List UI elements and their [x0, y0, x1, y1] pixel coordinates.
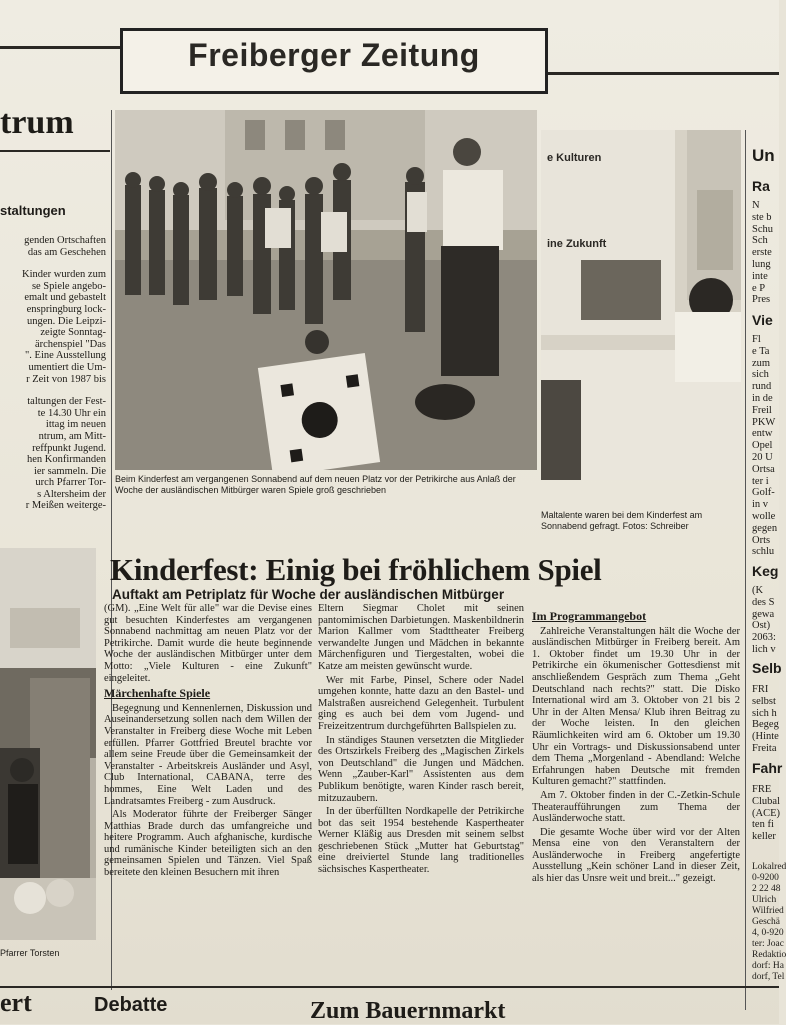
left-column-line: ". Eine Ausstellung [25, 350, 106, 362]
left-column-line: zeigte Sonntag- [40, 327, 106, 339]
right-b-line: Freil [752, 404, 772, 416]
right-f-line: dorf: Ha [752, 961, 784, 971]
right-c-line: 2063: [752, 632, 776, 644]
right-head-ra: Ra [752, 178, 770, 194]
masthead-box [120, 28, 548, 94]
right-b-line: wolle [752, 510, 776, 522]
right-e-line: (ACE) [752, 807, 780, 819]
right-f-line: Wilfried [752, 906, 784, 916]
right-c-line: des S [752, 596, 775, 608]
left-photo-caption: Pfarrer Torsten [0, 948, 60, 958]
right-a-line: Schu [752, 223, 773, 235]
left-column-line: se Spiele angebo- [31, 280, 106, 292]
left-column-line: umentiert die Um- [28, 361, 106, 373]
right-e-line: Clubal [752, 795, 780, 807]
left-column-line [0, 385, 106, 396]
right-b-line: PKW [752, 416, 776, 428]
masthead-title: Freiberger Zeitung [188, 37, 480, 73]
right-b-line: Golf- [752, 487, 775, 499]
right-a-line: Sch [752, 235, 768, 247]
left-bottom-fragment: ert [0, 988, 32, 1017]
right-d-line: selbst [752, 695, 776, 707]
right-f-line: 4, 0-920 [752, 928, 784, 938]
main-photo-caption: Beim Kinderfest am vergangenen Sonnabend auf dem neuen Platz vor der Petrikirche aus Anlaß der Woche der ausländischen Mitbürger waren Spiele groß geschrieben [115, 474, 516, 495]
left-column-line: ungen. Die Leipzi- [26, 315, 106, 327]
right-b-line: Ortsa [752, 463, 775, 475]
side-photo-image [541, 130, 741, 480]
bottom-rule [0, 986, 779, 988]
left-column-line: r Meißen weiterge- [25, 500, 106, 512]
right-b-line: e Ta [752, 345, 770, 357]
right-c-line: Ost) [752, 620, 771, 632]
right-c-line: (K [752, 585, 764, 596]
left-heading-fragment: trum [0, 104, 74, 141]
right-f-line: ter: Joac [752, 939, 784, 949]
right-lines-e [752, 784, 779, 843]
top-rule-right [548, 72, 779, 75]
left-column-line: urch Pfarrer Tor- [35, 477, 106, 489]
main-photo-image [115, 110, 537, 470]
article-col3-p2: Am 7. Oktober finden in der C.-Zetkin-Schule Theateraufführungen zum Thema der Ausländerwoche statt. [532, 789, 740, 825]
right-head-fahr: Fahr [752, 760, 783, 776]
side-photo [541, 130, 741, 480]
left-column-line: genden Ortschaften [24, 235, 106, 246]
right-b-line: ter i [752, 475, 769, 487]
right-c-line: gewa [752, 608, 775, 620]
right-d-line: Begeg [752, 719, 779, 731]
right-lines-a [752, 200, 779, 306]
right-d-line: sich h [752, 707, 777, 719]
right-b-line: zum [752, 357, 771, 369]
side-photo-sign-line-1: e Kulturen [547, 152, 602, 164]
right-f-line: Ulrich [752, 895, 777, 905]
top-rule-left [0, 46, 120, 49]
left-column-line: r Zeit von 1987 bis [26, 373, 106, 385]
right-b-line: gegen [752, 522, 778, 534]
article-col1-p1: (GM). „Eine Welt für alle" war die Devise eines gut besuchten Kinderfestes am vergangenen Sonnabend nachmittag am neuen Platz vor der Petrikirche. Damit wurde die heute beginnende Woche der ausländischen Mitbürger unter dem Motto: „Viele Kulturen - eine Zukunft" eingeleitet. [104, 603, 312, 684]
right-b-line: entw [752, 428, 773, 440]
article-col2-p1: Eltern Siegmar Cholet mit seinen pantomimischen Darbietungen. Maskenbildnerin Marion Kallmer vom Stadttheater Freiberg verwandelte Jungen und Mädchen in bekannte Märchenfiguren und Tiergestalten, wobei die Katze am meisten gewünscht wurde. [318, 603, 524, 672]
right-head-selb: Selb [752, 660, 782, 676]
left-column-line: enspringburg lock- [26, 303, 106, 315]
article-column-2 [318, 603, 524, 987]
right-d-line: FRI [752, 684, 769, 695]
right-c-line: lich v [752, 643, 776, 655]
right-a-line: Pres [752, 294, 771, 306]
right-lines-b [752, 334, 779, 558]
right-a-line: lung [752, 258, 771, 270]
right-lines-c [752, 585, 779, 656]
article-column-3 [532, 611, 740, 987]
left-column-line: reffpunkt Jugend. [32, 442, 106, 454]
article-subheadline: Auftakt am Petriplatz für Woche der ausländischen Mitbürger [112, 587, 505, 602]
right-d-line: Freita [752, 742, 777, 754]
right-f-line: Geschä [752, 917, 780, 927]
article-headline: Kinderfest: Einig bei fröhlichem Spiel [110, 552, 602, 587]
left-column-line: s Altersheim der [37, 488, 106, 500]
right-e-line: FRE [752, 784, 772, 795]
left-column-line: ittag im neuen [45, 419, 106, 431]
main-photo [115, 110, 537, 470]
right-b-line: schlu [752, 546, 775, 558]
right-f-line: 0-9200 [752, 873, 779, 883]
right-e-line: keller [752, 831, 776, 843]
right-a-line: ste b [752, 211, 772, 223]
side-photo-caption: Maltalente waren bei dem Kinderfest am Sonnabend gefragt. Fotos: Schreiber [541, 510, 703, 531]
bottom-left-heading: Debatte [94, 994, 168, 1016]
left-subheading-fragment: staltungen [0, 203, 66, 218]
left-column-line: emalt und gebastelt [24, 292, 106, 304]
right-head-un: Un [752, 146, 775, 165]
right-e-line: ten fi [752, 819, 774, 831]
right-b-line: Opel [752, 440, 773, 452]
article-col1-p2: Begegnung und Kennenlernen, Diskussion und Auseinandersetzung sollen nach dem Willen der Veranstalter in Freiberg diese Woche mit Leben erfüllen. Pfarrer Gottfried Breutel brachte vor allem seine Freude über die Gemeinsamkeit der Veranstalter - Arbeitskreis Ausländer und Asyl, Club International, CABANA, terre des hommes, Eine Welt Laden und des Landratsamtes Freiberg - zum Ausdruck. [104, 702, 312, 807]
article-col2-p4: In der überfüllten Nordkapelle der Petrikirche bot das seit 1954 bestehende Kaspertheater Werner Kläßig aus Dresden mit seinem selbst geschriebenen Stück „Mutter hat Geburtstag" eine dreiviertel Stunde lang traditionelles sächsisches Kaspertheater. [318, 806, 524, 876]
right-b-line: Fl [752, 334, 761, 345]
right-b-line: sich [752, 369, 769, 381]
article-col2-p3: In ständiges Staunen versetzten die Mitglieder des Ortszirkels Freiberg des „Magischen Zirkels von Deutschland" die Jungen und Mädchen. Wenn „Zauber-Karl" Assistenten aus dem Publikum benötigte, waren Kinder rasch bereit, mitzuzaubern. [318, 734, 524, 804]
right-b-line: in de [752, 392, 773, 404]
right-a-line: N [752, 200, 760, 211]
right-lines-d [752, 684, 779, 755]
right-lines-f [752, 862, 786, 983]
right-a-line: erste [752, 247, 772, 259]
article-column-1 [104, 603, 312, 987]
right-f-line: Lokalred [752, 862, 786, 872]
left-column-line: taltungen der Fest- [27, 396, 106, 408]
right-head-keg: Keg [752, 563, 779, 579]
col-rule-right [745, 130, 746, 1010]
left-column-line: ntrum, am Mitt- [38, 430, 106, 442]
right-head-vie: Vie [752, 312, 773, 328]
side-photo-sign-line-2: ine Zukunft [547, 238, 607, 250]
right-b-line: Orts [752, 534, 771, 546]
left-column-rule [0, 150, 110, 152]
right-d-line: (Hinte [752, 731, 779, 743]
article-col3-p1: Zahlreiche Veranstaltungen hält die Woche der ausländischen Mitbürger in Freiberg bereit. Am 1. Oktober findet um 19.30 Uhr in der Petrikirche ein ökumenischer Gottesdienst mit anschließendem Gespräch zum Thema „Geht Deutschland nach rechts?" statt. Die Disko International wird am 3. Oktober von 21 bis 2 Uhr in der Alten Mensa/ Klub ihren Beitrag zu der Woche leisten. In den gleichen Räumlichkeiten wird am 6. Oktober um 19.30 Uhr ein Vortrags- und Diskussionsabend unter dem Thema „Morgenland - Abendland: Welche Erfahrungen haben Deutsche mit fremden Kulturen gemacht?" stattfinden. [532, 625, 740, 788]
left-column-text [0, 235, 106, 512]
article-col2-p2: Wer mit Farbe, Pinsel, Schere oder Nadel umgehen konnte, hatte dazu an den Bastel- und Malstraßen ausreichend Gelegenheit. Turbulent ging es auch bei dem vom Jugend- und Freizeitzentrum durchgeführten Ballspielen zu. [318, 674, 524, 732]
right-b-line: rund [752, 381, 772, 393]
article-col1-subheading: Märchenhafte Spiele [104, 686, 211, 701]
right-b-line: in v [752, 499, 769, 511]
right-f-line: dorf, Tel [752, 972, 785, 982]
left-column-line: das am Geschehen [27, 246, 106, 258]
right-f-line: 2 22 48 [752, 884, 781, 894]
left-column-line: Kinder wurden zum [22, 269, 106, 281]
right-f-line: Redaktio [752, 950, 786, 960]
bottom-center-heading: Zum Bauernmarkt [310, 998, 506, 1024]
left-column-line: ärchenspiel "Das [34, 338, 106, 350]
left-column-line: te 14.30 Uhr ein [37, 407, 106, 419]
right-a-line: e P [752, 282, 766, 294]
article-col1-p3: Als Moderator führte der Freiberger Sänger Matthias Brade durch das umfangreiche und heitere Programm. Auch afghanische, kurdische und rumänische Kinder beteiligten sich an den gemeinsamen Spielen und Tänzen. Viel Spaß bereitete den kleinen Besuchern mit ihren [104, 809, 312, 879]
left-church-photo [0, 548, 96, 940]
article-col3-p3: Die gesamte Woche über wird vor der Alten Mensa eine von den Veranstaltern der Ausländerwoche in Freiberg angefertigte Ausstellung „Kein schöner Land in dieser Zeit, als hier das Unsre weit und breit..." gezeigt. [532, 826, 740, 885]
left-column-line: ier sammeln. Die [33, 465, 106, 477]
right-a-line: inte [752, 270, 768, 282]
left-photo-image [0, 548, 96, 940]
right-b-line: 20 U [752, 451, 773, 463]
left-column-line [0, 258, 106, 269]
left-column-line: hen Konfirmanden [26, 454, 106, 466]
article-col3-subheading: Im Programmangebot [532, 609, 647, 623]
